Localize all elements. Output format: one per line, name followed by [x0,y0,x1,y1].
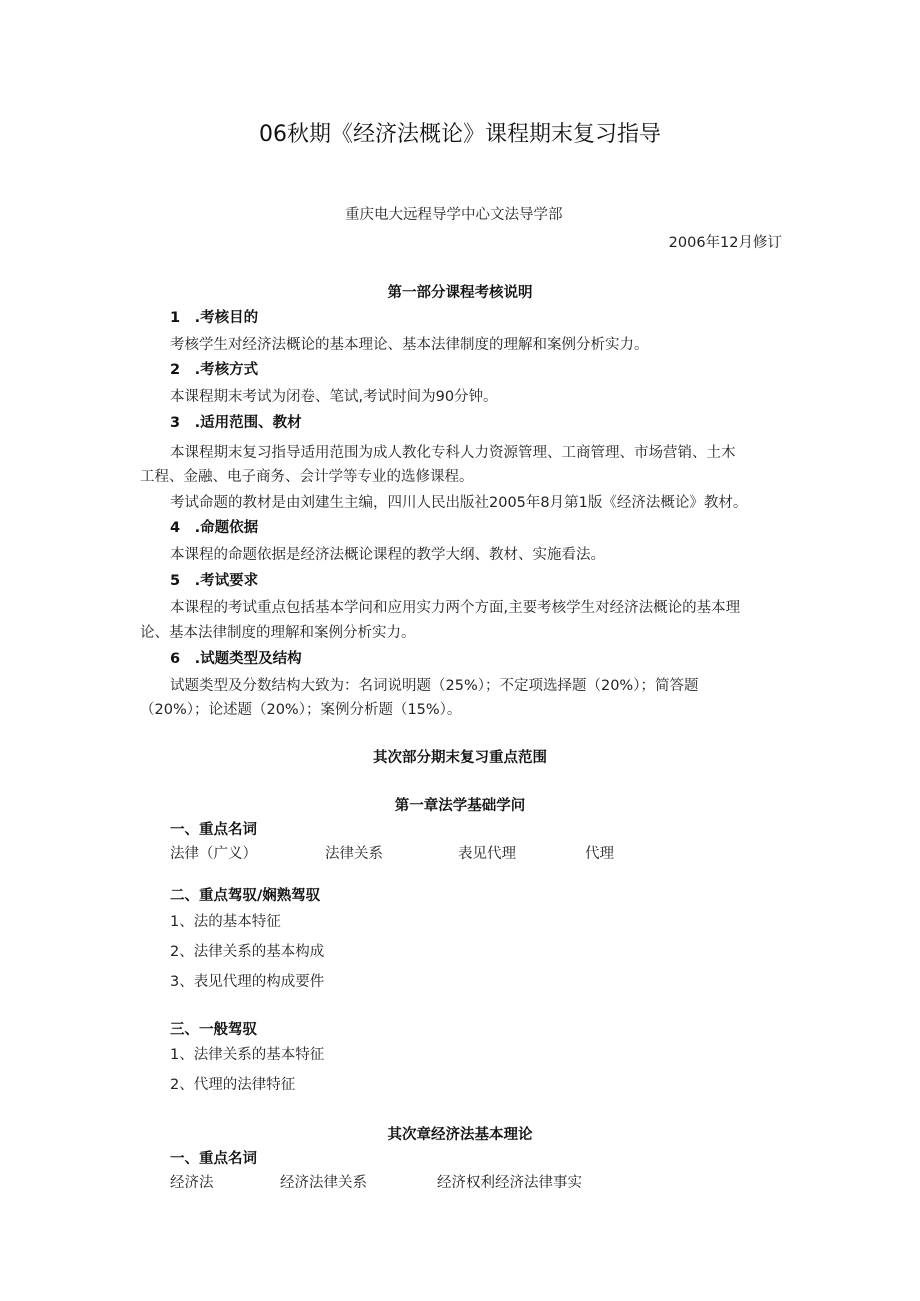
part1-s5-text-line1: 本课程的考试重点包括基本学问和应用实力两个方面,主要考核学生对经济法概论的基本理 [170,600,741,616]
chapter1-key-item: 2、法律关系的基本构成 [170,944,325,960]
part2-heading: 其次部分期末复习重点范围 [373,750,547,766]
part1-s2-text: 本课程期末考试为闭卷、笔试,考试时间为90分钟。 [170,389,498,405]
part1-s2-heading: 2 .考核方式 [170,362,259,378]
part1-s4-text: 本课程的命题依据是经济法概论课程的教学大纲、教材、实施看法。 [170,547,605,563]
chapter1-term: 法律（广义） [170,846,257,862]
part1-s5-text-line2: 论、基本法律制度的理解和案例分析实力。 [140,625,416,641]
chapter1-general-item: 2、代理的法律特征 [170,1077,296,1093]
part1-s3-text-line2: 工程、金融、电子商务、会计学等专业的选修课程。 [140,469,474,485]
author-org: 重庆电大远程导学中心文法导学部 [345,207,563,223]
chapter1-term: 表见代理 [458,846,516,862]
chapter2-terms-heading: 一、重点名词 [170,1151,257,1167]
part1-s1-text: 考核学生对经济法概论的基本理论、基本法律制度的理解和案例分析实力。 [170,337,649,353]
revision-date: 2006年12月修订 [668,235,782,251]
chapter1-terms-heading: 一、重点名词 [170,822,257,838]
document-title: 06秋期《经济法概论》课程期末复习指导 [259,122,661,147]
part1-s6-heading: 6 .试题类型及结构 [170,651,302,667]
chapter1-term: 代理 [585,846,614,862]
chapter1-general-heading: 三、一般驾驭 [170,1022,257,1038]
chapter1-key-item: 1、法的基本特征 [170,914,281,930]
chapter2-term: 经济法 [170,1175,214,1191]
part1-s3-textbook: 考试命题的教材是由刘建生主编，四川人民出版社2005年8月第1版《经济法概论》教材。 [170,495,748,511]
part1-s1-heading: 1 .考核目的 [170,310,259,326]
chapter2-term: 经济法律关系 [280,1175,367,1191]
chapter1-key-item: 3、表见代理的构成要件 [170,974,325,990]
part1-s3-heading: 3 .适用范围、教材 [170,415,302,431]
chapter1-key-heading: 二、重点驾驭/娴熟驾驭 [170,888,321,904]
part1-heading: 第一部分课程考核说明 [387,285,533,301]
chapter1-heading: 第一章法学基础学问 [394,798,526,814]
part1-s3-text-line1: 本课程期末复习指导适用范围为成人教化专科人力资源管理、工商管理、市场营销、土木 [170,445,736,461]
chapter1-term: 法律关系 [325,846,383,862]
part1-s5-heading: 5 .考试要求 [170,573,259,589]
part1-s6-text-line2: （20%）；论述题（20%）；案例分析题（15%）。 [140,702,462,718]
chapter2-heading: 其次章经济法基本理论 [387,1127,533,1143]
chapter1-general-item: 1、法律关系的基本特征 [170,1047,325,1063]
part1-s6-text-line1: 试题类型及分数结构大致为：名词说明题（25%）；不定项选择题（20%）；简答题 [170,678,699,694]
chapter2-term: 经济权利经济法律事实 [437,1175,582,1191]
part1-s4-heading: 4 .命题依据 [170,520,259,536]
